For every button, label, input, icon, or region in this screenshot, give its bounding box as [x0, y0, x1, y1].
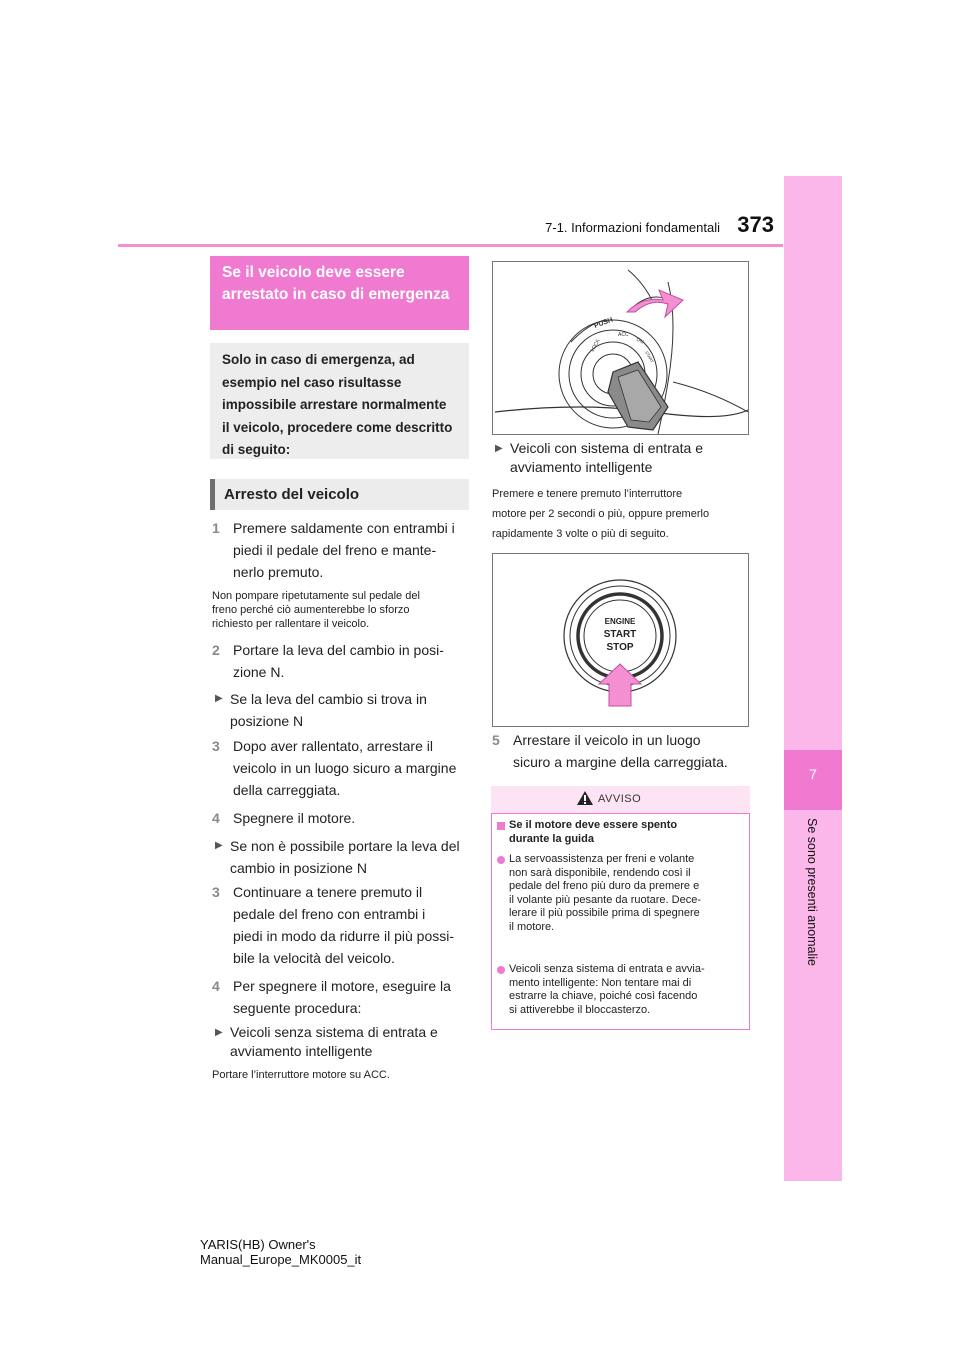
step-4b — [212, 975, 472, 1019]
step-5 — [492, 729, 757, 773]
step-number: 3 — [212, 884, 220, 900]
step-number: 4 — [212, 978, 220, 994]
chapter-sidebar — [784, 176, 842, 1181]
chapter-title: Se sono presenti anomalie — [805, 818, 819, 967]
step-number: 4 — [212, 810, 220, 826]
engine-label: ENGINE — [604, 617, 636, 626]
step-3b — [212, 881, 472, 969]
warning-line: si attiverebbe il bloccasterzo. — [509, 1003, 651, 1016]
condition-no-smart — [215, 1023, 475, 1063]
warning-line: estrarre la chiave, poiché così facendo — [509, 990, 698, 1002]
note-line: rapidamente 3 volte o più di seguito. — [492, 528, 669, 540]
chapter-tab: 7 — [784, 750, 842, 810]
step-text: Premere saldamente con entrambi i — [233, 520, 455, 536]
warning-title: AVVISO — [598, 793, 642, 805]
note-smart — [492, 484, 757, 544]
step-text: della carreggiata. — [233, 782, 341, 798]
condition-n — [215, 688, 475, 732]
step-3a — [212, 735, 472, 801]
warning-line: pedale del freno più duro da premere e — [509, 880, 700, 892]
step-text: Continuare a tenere premuto il — [233, 884, 423, 900]
warning-line: il volante più pesante da ruotare. Dece- — [509, 893, 702, 906]
condition-not-n — [215, 835, 475, 879]
warning-heading-line: Se il motore deve essere spento — [509, 819, 678, 831]
bullet-text: cambio in posizione N — [230, 860, 367, 876]
step-text: sicuro a margine della carreggiata. — [513, 754, 728, 770]
step-text: veicolo in un luogo sicuro a margine — [233, 760, 457, 776]
start-button-label: START — [603, 629, 637, 640]
section-title: Se il veicolo deve essere arrestato in caso di emergenza — [210, 256, 469, 330]
warning-item-2 — [509, 963, 747, 1017]
lock-label: LOCK — [589, 338, 602, 353]
warning-line: lerare il più possibile prima di spegnere — [509, 907, 700, 919]
step-text: nerlo premuto. — [233, 564, 324, 580]
push-label: PUSH — [593, 316, 614, 330]
warning-heading-line: durante la guida — [509, 832, 594, 845]
bullet-text: Se la leva del cambio si trova in — [230, 691, 427, 707]
note-1 — [212, 589, 472, 631]
note-line: motore per 2 secondi o più, oppure premerlo — [492, 508, 710, 520]
bullet-text: posizione N — [230, 713, 304, 729]
bullet-text: avviamento intelligente — [510, 459, 653, 475]
warning-line: non sarà disponibile, rendendo così il — [509, 866, 691, 879]
step-text: pedale del freno con entrambi i — [233, 906, 426, 922]
header-rule — [118, 244, 783, 247]
step-text: bile la velocità del veicolo. — [233, 950, 395, 966]
step-text: Portare la leva del cambio in posi- — [233, 642, 444, 658]
engine-button-illustration — [493, 554, 748, 726]
bullet-text: Veicoli con sistema di entrata e — [510, 440, 703, 456]
acc-label: ACC — [618, 332, 629, 338]
triangle-bullet-icon: ▶ — [215, 1027, 223, 1038]
warning-triangle-icon — [576, 790, 594, 806]
warning-line: Veicoli senza sistema di entrata e avvia- — [509, 963, 705, 975]
note-line: richiesto per rallentare il veicolo. — [212, 618, 370, 630]
step-text: Spegnere il motore. — [233, 810, 356, 826]
warning-heading — [509, 819, 744, 846]
condition-smart — [495, 439, 755, 479]
key-ignition-illustration — [493, 262, 748, 434]
dot-bullet-icon — [497, 856, 505, 864]
step-text: Per spegnere il motore, eseguire la — [233, 978, 451, 994]
step-4a — [212, 807, 472, 829]
square-bullet-icon — [497, 822, 505, 830]
warning-item-1 — [509, 853, 747, 934]
figure-key-ignition — [492, 261, 749, 435]
warning-line: La servoassistenza per freni e volante — [509, 853, 695, 865]
figure-engine-button — [492, 553, 749, 727]
note-acc: Portare l’interruttore motore su ACC. — [212, 1069, 390, 1081]
step-text: Arrestare il veicolo in un luogo — [513, 732, 701, 748]
rotate-arrow-icon — [627, 290, 683, 317]
note-line: Premere e tenere premuto l’interruttore — [492, 488, 683, 500]
step-text: Dopo aver rallentato, arrestare il — [233, 738, 433, 754]
bullet-text: Se non è possibile portare la leva del — [230, 838, 460, 854]
intro-box: Solo in caso di emergenza, ad esempio nel caso risultasse impossibile arrestare normalmente il veicolo, procedere come descritto di seguito: — [210, 343, 469, 459]
step-number: 5 — [492, 732, 500, 748]
on-label: ON — [635, 336, 645, 346]
step-text: piedi il pedale del freno e mante- — [233, 542, 437, 558]
warning-line: il motore. — [509, 920, 555, 933]
subheading-arresto: Arresto del veicolo — [210, 479, 469, 510]
bullet-text: avviamento intelligente — [230, 1043, 373, 1059]
stop-label: STOP — [606, 642, 634, 653]
triangle-bullet-icon: ▶ — [495, 443, 503, 454]
step-text: piedi in modo da ridurre il più possi- — [233, 928, 454, 944]
bullet-text: Veicoli senza sistema di entrata e — [230, 1024, 438, 1040]
triangle-bullet-icon: ▶ — [215, 840, 223, 851]
page-number: 373 — [737, 212, 774, 237]
step-text: seguente procedura: — [233, 1000, 362, 1016]
triangle-bullet-icon: ▶ — [215, 693, 223, 704]
step-1 — [212, 517, 472, 583]
footer-manual-id: YARIS(HB) Owner's Manual_Europe_MK0005_it — [200, 1237, 362, 1267]
step-text: zione N. — [233, 664, 285, 680]
step-2 — [212, 639, 472, 683]
dot-bullet-icon — [497, 966, 505, 974]
start-label: START — [644, 350, 655, 364]
step-number: 2 — [212, 642, 220, 658]
warning-line: mento intelligente: Non tentare mai di — [509, 976, 692, 989]
section-header: 7-1. Informazioni fondamentali — [545, 220, 720, 235]
note-line: Non pompare ripetutamente sul pedale del — [212, 590, 420, 602]
step-number: 1 — [212, 520, 220, 536]
step-number: 3 — [212, 738, 220, 754]
note-line: freno perché ciò aumenterebbe lo sforzo — [212, 604, 410, 616]
